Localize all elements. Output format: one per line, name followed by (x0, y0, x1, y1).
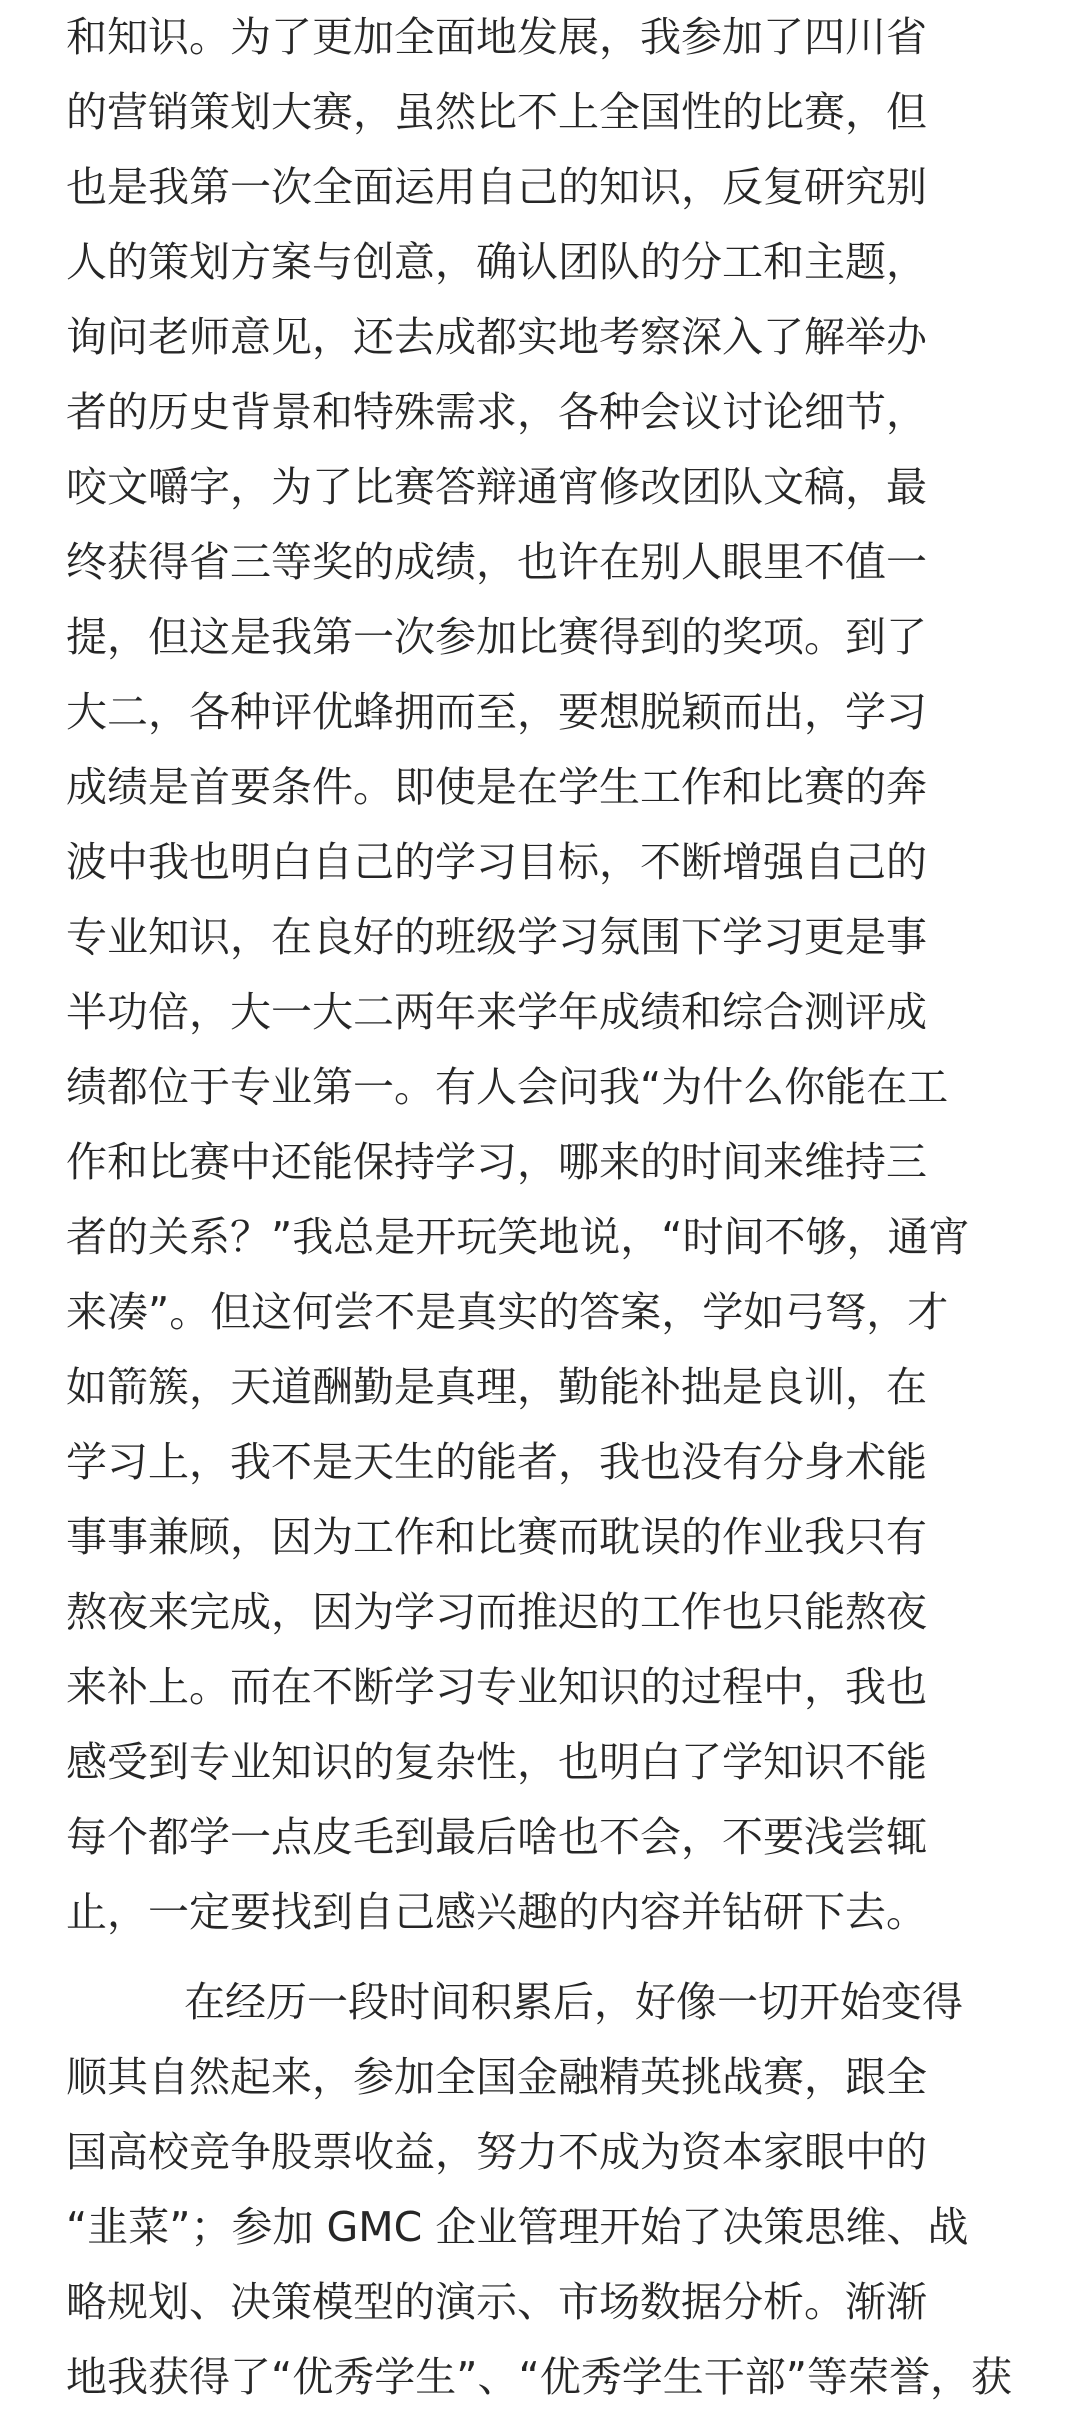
text-line: 和知识。为了更加全面地发展，我参加了四川省 (66, 13, 927, 61)
text-line: 者的关系？”我总是开玩笑地说，“时间不够，通宵 (66, 1213, 970, 1261)
paragraph-1 (66, 0, 1014, 1950)
text-line: 波中我也明白自己的学习目标，不断增强自己的 (66, 838, 927, 886)
text-line: 来补上。而在不断学习专业知识的过程中，我也 (66, 1663, 927, 1711)
text-line: 熬夜来完成，因为学习而推迟的工作也只能熬夜 (66, 1588, 927, 1636)
text-line: 每个都学一点皮毛到最后啥也不会，不要浅尝辄 (66, 1813, 927, 1861)
text-line: 作和比赛中还能保持学习，哪来的时间来维持三 (66, 1138, 927, 1186)
text-line: 专业知识，在良好的班级学习氛围下学习更是事 (66, 913, 927, 961)
text-line: 顺其自然起来，参加全国金融精英挑战赛，跟全 (66, 2053, 927, 2101)
text-line: 止，一定要找到自己感兴趣的内容并钻研下去。 (66, 1888, 927, 1936)
text-line: 感受到专业知识的复杂性，也明白了学知识不能 (66, 1738, 927, 1786)
text-line: 提，但这是我第一次参加比赛得到的奖项。到了 (66, 613, 927, 661)
text-line: 事事兼顾，因为工作和比赛而耽误的作业我只有 (66, 1513, 927, 1561)
text-line: 地我获得了“优秀学生”、“优秀学生干部”等荣誉，获 (66, 2353, 1012, 2401)
text-line: 也是我第一次全面运用自己的知识，反复研究别 (66, 163, 927, 211)
text-line: 在经历一段时间积累后，好像一切开始变得 (184, 1978, 963, 2026)
text-line: 终获得省三等奖的成绩，也许在别人眼里不值一 (66, 538, 927, 586)
text-line: 人的策划方案与创意，确认团队的分工和主题， (66, 238, 927, 286)
text-line: 国高校竞争股票收益，努力不成为资本家眼中的 (66, 2128, 927, 2176)
text-line: 半功倍，大一大二两年来学年成绩和综合测评成 (66, 988, 927, 1036)
text-line: 者的历史背景和特殊需求，各种会议讨论细节， (66, 388, 927, 436)
text-line: 略规划、决策模型的演示、市场数据分析。渐渐 (66, 2278, 927, 2326)
text-line: 的营销策划大赛，虽然比不上全国性的比赛，但 (66, 88, 927, 136)
text-line: 大二，各种评优蜂拥而至，要想脱颖而出，学习 (66, 688, 927, 736)
text-line: 询问老师意见，还去成都实地考察深入了解举办 (66, 313, 927, 361)
text-line: 学习上，我不是天生的能者，我也没有分身术能 (66, 1438, 927, 1486)
text-line: 绩都位于专业第一。有人会问我“为什么你能在工 (66, 1063, 949, 1111)
text-line: 来凑”。但这何尝不是真实的答案，学如弓弩，才 (66, 1288, 949, 1336)
text-line: 成绩是首要条件。即使是在学生工作和比赛的奔 (66, 763, 927, 811)
text-line: 咬文嚼字，为了比赛答辩通宵修改团队文稿，最 (66, 463, 927, 511)
paragraph-2 (66, 1965, 1014, 2415)
text-line: “韭菜”；参加 GMC 企业管理开始了决策思维、战 (66, 2203, 969, 2251)
paragraph-gap (66, 1950, 1014, 1965)
text-line: 如箭簇，天道酬勤是真理，勤能补拙是良训，在 (66, 1363, 927, 1411)
